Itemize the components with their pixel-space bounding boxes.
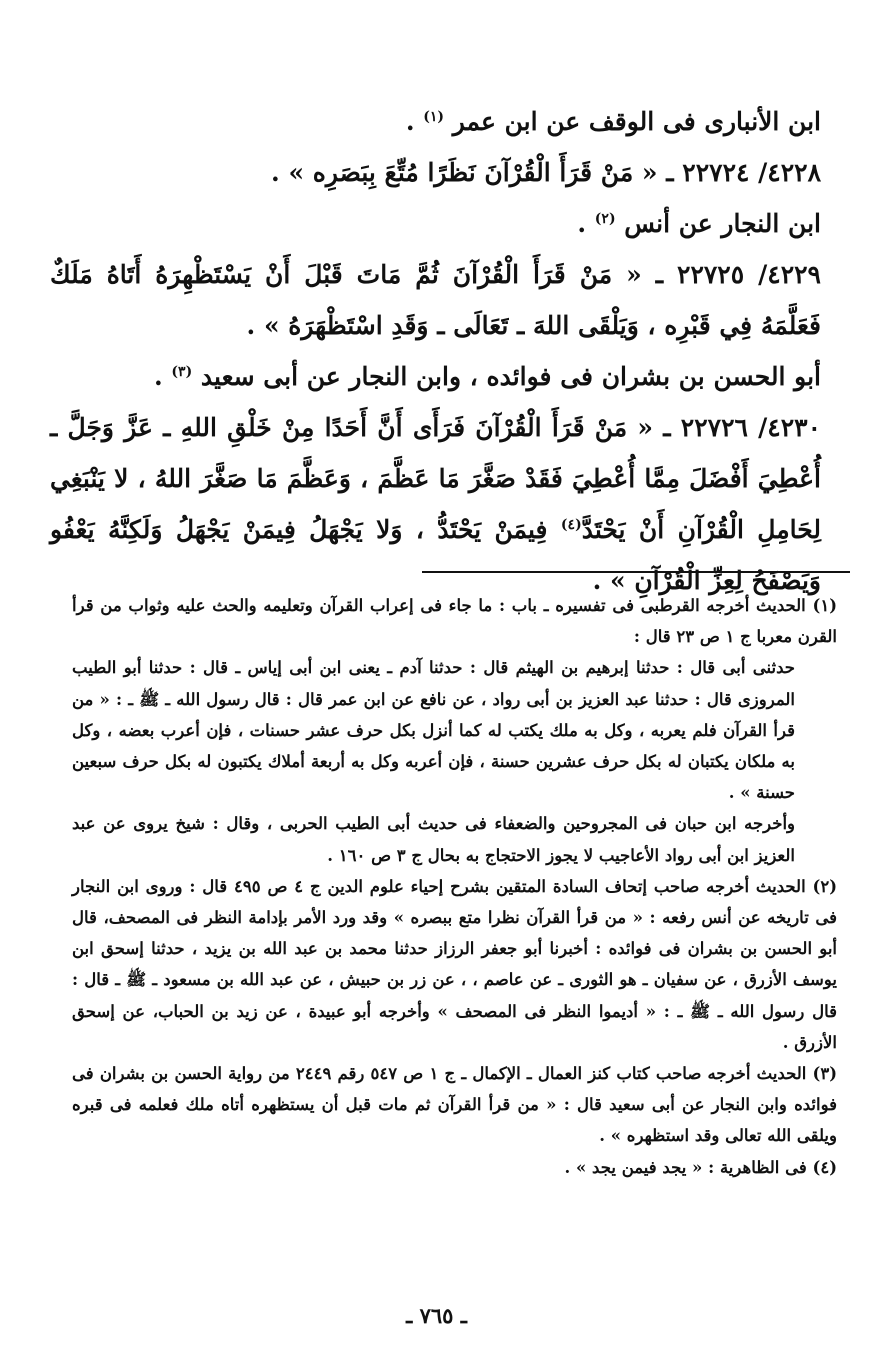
hadith-4228: ٤٢٢٨/ ٢٢٧٢٤ ـ « مَنْ قَرَأَ الْقُرْآنَ نَظَرًا مُتِّعَ بِبَصَرِه » . (271, 158, 821, 187)
punctuation: . (577, 209, 595, 238)
footnote-ref: (٢) (594, 211, 616, 227)
attribution-text: ابن الأنبارى فى الوقف عن ابن عمر (452, 107, 821, 136)
footnote-divider (422, 571, 850, 573)
footnote-2 (72, 871, 837, 1058)
footnote-paragraph: (٢) الحديث أخرجه صاحب إتحاف السادة المتقين بشرح إحياء علوم الدين ج ٤ ص ٤٩٥ قال : وروى ابن النجار فى تاريخه عن أنس رفعه : « من قرأ القرآن نظرا متع ببصره » وقد ورد الأمر بإدامة النظر فى المصحف، قال أبو الحسن بن بشران فى فوائده : أخبرنا أبو جعفر الرزاز حدثنا محمد بن عبد الله بن يزيد ، حدثنا إسحق ابن يوسف الأزرق ، عن سفيان ـ هو الثورى ـ عن عاصم ، ، عن زر بن حبيش ، عن عبد الله بن مسعود ـ ﷺ ـ قال : قال رسول الله ـ ﷺ ـ : « أديموا النظر فى المصحف » وأخرجه أبو عبيدة ، عن زيد بن الحباب، عن إسحق الأزرق . (72, 876, 837, 1052)
footnotes (72, 590, 837, 1183)
footnote-4 (72, 1152, 837, 1183)
main-text (50, 96, 821, 606)
hadith-4229: ٤٢٢٩/ ٢٢٧٢٥ ـ « مَنْ قَرَأَ الْقُرْآنَ ثُمَّ مَاتَ قَبْلَ أَنْ يَسْتَظْهِرَهُ أَتَاهُ مَلَكٌ فَعَلَّمَهُ فِي قَبْرِه ، وَيَلْقَى اللهَ ـ تَعَالَى ـ وَقَدِ اسْتَظْهَرَهُ » . (50, 260, 821, 340)
footnote-paragraph: حدثنى أبى قال : حدثنا إبرهيم بن الهيثم قال : حدثنا آدم ـ يعنى ابن أبى إياس ـ قال : حدثنا أبو الطيب المروزى قال : حدثنا عبد العزيز بن أبى رواد ، عن نافع عن ابن عمر قال : قال رسول الله ـ ﷺ ـ : « من قرأ القرآن فلم يعربه ، وكل به ملك يكتب له كما أنزل بكل حرف عشر حسنات ، فإن أعرب بعضه ، وكل به ملكان يكتبان له بكل حرف عشرين حسنة ، فإن أعربه وكل به أربعة أملاك يكتبون له بكل حرف سبعين حسنة » . (72, 658, 795, 803)
punctuation: . (405, 107, 424, 136)
footnote-3 (72, 1058, 837, 1152)
footnote-paragraph: وأخرجه ابن حبان فى المجروحين والضعفاء فى حديث أبى الطيب الحربى ، وقال : شيخ يروى عن عبد العزيز ابن أبى رواد الأعاجيب لا يجوز الاحتجاج به بحال ج ٣ ص ١٦٠ . (72, 814, 795, 865)
hadith-text: ٤٢٣٠/ ٢٢٧٢٦ ـ « مَنْ قَرَأَ الْقُرْآنَ فَرَأَى أَنَّ أَحَدًا مِنْ خَلْقِ اللهِ ـ عَزَّ وَجَلَّ ـ أُعْطِيَ أَفْضَلَ مِمَّا أُعْطِيَ فَقَدْ صَغَّرَ مَا عَظَّمَ ، وَعَظَّمَ مَا صَغَّرَ اللهُ ، لا يَنْبَغِي لِحَامِلِ الْقُرْآنِ أَنْ يَحْتَدَّ (50, 413, 821, 544)
attribution-line (50, 96, 821, 147)
footnote-ref: (١) (423, 109, 445, 125)
page-number: ـ ٧٦٥ ـ (406, 1303, 467, 1328)
footnote-ref: (٣) (171, 364, 193, 380)
footnote-paragraph: (٣) الحديث أخرجه صاحب كتاب كنز العمال ـ الإكمال ـ ج ١ ص ٥٤٧ رقم ٢٤٤٩ من رواية الحسن بن بشران فى فوائده وابن النجار عن أبى سعيد قال : « من قرأ القرآن ثم مات قبل أن يستظهره أتاه ملك فعلمه فى قبره ويلقى الله تعالى وقد استظهره » . (72, 1064, 838, 1146)
attribution-text: ابن النجار عن أنس (624, 209, 821, 238)
punctuation: . (153, 362, 172, 391)
footnote-paragraph: (١) الحديث أخرجه القرطبى فى تفسيره ـ باب : ما جاء فى إعراب القرآن وتعليمه والحث عليه وثواب من قرأ القرن معربا ج ١ ص ٢٣ قال : (72, 596, 837, 647)
footnote-1 (72, 590, 837, 871)
attribution-line (50, 198, 821, 249)
footnote-paragraph: (٤) فى الظاهرية : « يجد فيمن يجد » . (564, 1157, 837, 1177)
hadith-text: فِيمَنْ يَحْتَدُّ ، وَلا يَجْهَلُ فِيمَنْ يَجْهَلُ وَلَكِنَّهُ يَعْفُو وَيَصْفَحُ لِعِزِّ الْقُرْآنِ » . (50, 515, 821, 595)
attribution-line (50, 351, 821, 402)
footnote-ref: (٤) (560, 517, 582, 533)
hadith-4230 (50, 402, 821, 606)
attribution-text: أبو الحسن بن بشران فى فوائده ، وابن النجار عن أبى سعيد (200, 362, 821, 391)
